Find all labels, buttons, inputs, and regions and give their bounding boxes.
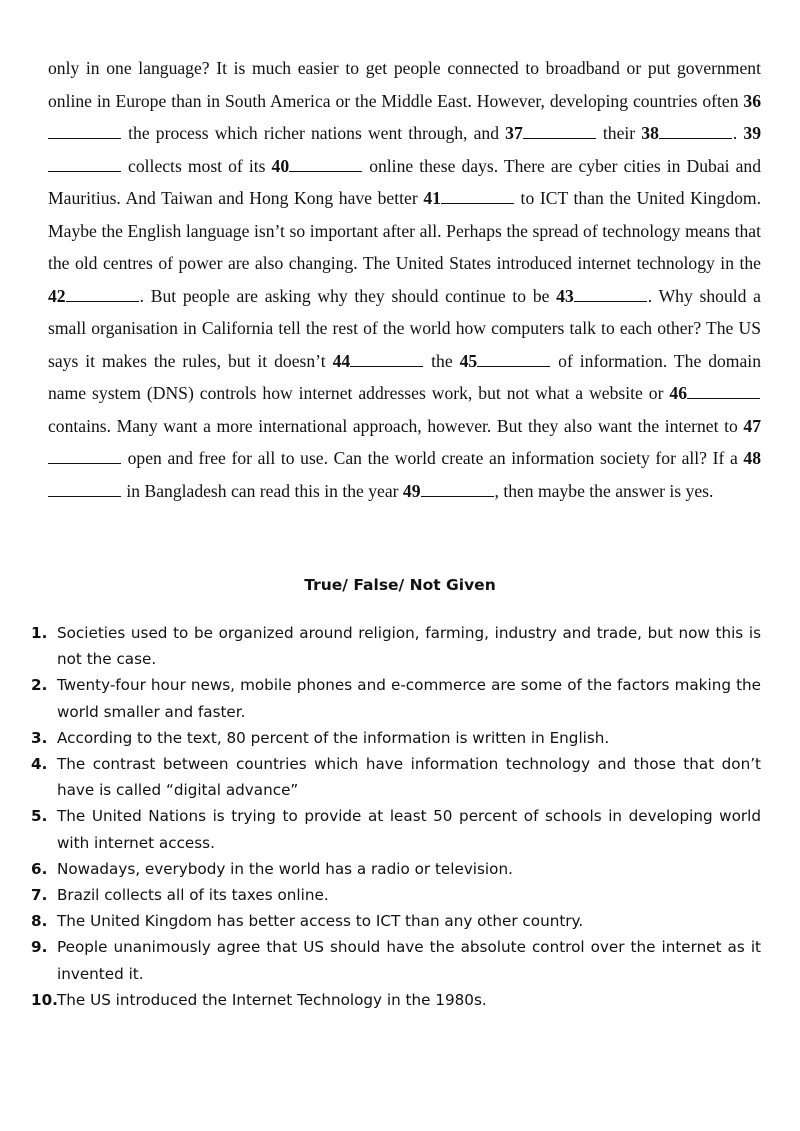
- passage-text: of information. The domain name system (DNS) controls how internet addresses work, but not what a website or: [48, 350, 761, 403]
- passage-text: , then maybe the answer is yes.: [494, 480, 714, 501]
- question-number: 5.: [31, 807, 48, 826]
- question-text: Societies used to be organized around religion, farming, industry and trade, but now this is not the case.: [57, 624, 761, 669]
- question-text: The contrast between countries which have information technology and those that don’t have is called “digital advance”: [57, 755, 761, 800]
- gap-number: 39: [743, 123, 761, 143]
- question-item: [31, 803, 761, 855]
- gap-number: 37: [505, 123, 523, 143]
- question-text: The United Nations is trying to provide at least 50 percent of schools in developing world with internet access.: [57, 807, 761, 852]
- passage-text: open and free for all to use. Can the world create an information society for all? If a: [122, 448, 744, 468]
- gap-44: [333, 351, 425, 371]
- passage-text: their: [596, 123, 642, 143]
- gap-number: 46: [669, 383, 687, 403]
- gap-45: [460, 351, 552, 371]
- question-item: [31, 751, 761, 803]
- gap-number: 36: [743, 90, 761, 111]
- question-number: 10.: [31, 990, 58, 1009]
- gap-blank-line: [48, 482, 121, 497]
- cloze-passage: [48, 52, 761, 507]
- gap-number: 40: [271, 155, 290, 176]
- gap-number: 41: [423, 188, 441, 208]
- gap-blank-line: [350, 352, 423, 367]
- gap-43: [556, 286, 648, 306]
- question-text: The United Kingdom has better access to ICT than any other country.: [57, 912, 584, 931]
- question-item: [31, 882, 761, 908]
- passage-text: collects most of its: [122, 155, 272, 176]
- passage-text: . But people are asking why they should continue to be: [139, 285, 557, 306]
- gap-37: [505, 123, 597, 143]
- section-title: True/ False/ Not Given: [304, 576, 496, 594]
- question-text: Nowadays, everybody in the world has a radio or television.: [57, 859, 513, 878]
- gap-blank-line: [66, 287, 139, 302]
- question-number: 2.: [31, 676, 48, 695]
- gap-blank-line: [687, 384, 760, 399]
- gap-49: [403, 481, 495, 501]
- gap-blank-line: [523, 124, 596, 139]
- gap-number: 45: [459, 350, 478, 371]
- passage-text: . Why should a small organisation in California tell the rest of the world how computers talk to each other? The US says it makes the rules, but it doesn’t: [48, 285, 761, 371]
- gap-number: 48: [743, 448, 761, 468]
- gap-blank-line: [289, 157, 362, 172]
- passage-text: in Bangladesh can read this in the year: [122, 480, 403, 501]
- question-text: Brazil collects all of its taxes online.: [57, 886, 329, 905]
- gap-blank-line: [659, 124, 732, 139]
- gap-blank-line: [441, 189, 514, 204]
- question-number: 4.: [31, 755, 48, 774]
- question-item: [31, 725, 761, 751]
- question-item: [31, 672, 761, 724]
- gap-blank-line: [477, 352, 550, 367]
- gap-38: [641, 123, 733, 143]
- question-item: [31, 620, 761, 672]
- passage-text: contains. Many want a more international approach, however. But they also want the internet to: [48, 415, 744, 436]
- question-number: 8.: [31, 912, 48, 931]
- passage-text: the process which richer nations went through, and: [122, 123, 506, 143]
- question-item: [31, 934, 761, 986]
- gap-number: 42: [48, 285, 66, 306]
- question-number: 7.: [31, 886, 48, 905]
- gap-blank-line: [48, 124, 121, 139]
- gap-blank-line: [48, 157, 121, 172]
- passage-text: .: [732, 123, 744, 143]
- gap-blank-line: [48, 449, 121, 464]
- question-item: [31, 987, 761, 1013]
- gap-40: [272, 156, 364, 176]
- passage-text: only in one language? It is much easier to get people connected to broadband or put government online in Europe than in South America or the Middle East. However, developing countries often: [48, 58, 761, 111]
- question-text: People unanimously agree that US should have the absolute control over the internet as it invented it.: [57, 938, 761, 983]
- gap-number: 49: [402, 480, 421, 501]
- passage-text: online these days. There are cyber cities in Dubai and Mauritius. And Taiwan and Hong Kong have better: [48, 155, 761, 208]
- question-text: The US introduced the Internet Technology in the 1980s.: [57, 990, 487, 1009]
- gap-42: [48, 286, 140, 306]
- gap-46: [669, 383, 761, 403]
- gap-number: 44: [332, 350, 351, 371]
- question-list: [31, 620, 761, 1013]
- question-text: According to the text, 80 percent of the information is written in English.: [57, 728, 610, 747]
- question-item: [31, 856, 761, 882]
- question-text: Twenty-four hour news, mobile phones and e-commerce are some of the factors making the world smaller and faster.: [57, 676, 761, 721]
- gap-41: [423, 188, 515, 208]
- question-item: [31, 908, 761, 934]
- question-number: 1.: [31, 624, 48, 642]
- gap-blank-line: [574, 287, 647, 302]
- passage-text: the: [424, 350, 460, 371]
- gap-number: 43: [556, 285, 574, 306]
- question-number: 3.: [31, 728, 48, 747]
- gap-blank-line: [421, 482, 494, 497]
- gap-number: 38: [641, 123, 659, 143]
- passage-text: to ICT than the United Kingdom. Maybe the English language isn’t so important after all. Perhaps the spread of technology means that the old centres of power are also changing. The United States introduced internet technology in the: [48, 188, 761, 273]
- question-number: 9.: [31, 938, 48, 957]
- question-number: 6.: [31, 859, 48, 878]
- gap-number: 47: [743, 415, 761, 436]
